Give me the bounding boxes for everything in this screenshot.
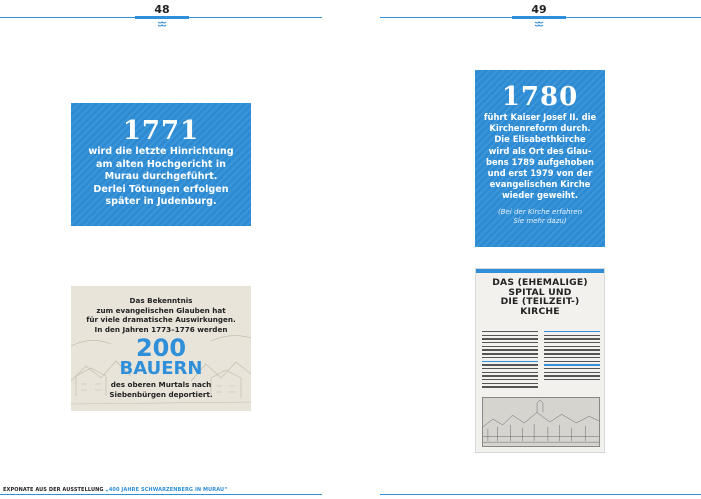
- title-line: KIRCHE: [520, 305, 560, 317]
- card-1771-text: [71, 146, 251, 209]
- text-line: wird als Ort des Glau-: [488, 145, 592, 156]
- poster-title: [476, 278, 604, 316]
- footer-caption: [3, 487, 228, 493]
- top-rule-accent-left: [135, 16, 189, 19]
- text-line: für viele dramatische Auswirkungen.: [86, 315, 236, 325]
- text-line: und erst 1979 von der: [487, 168, 593, 179]
- poster-spital-kirche: [475, 268, 605, 453]
- text-line: evangelischen Kirche: [489, 179, 591, 190]
- card-1780-note: [475, 208, 605, 226]
- footer-rule-right: [380, 494, 701, 495]
- card-1780: [475, 70, 605, 247]
- footer-rule-left: [0, 494, 322, 495]
- big-word-bauern: BAUERN: [119, 358, 203, 380]
- text-line: Die Elisabethkirche: [494, 134, 586, 145]
- year-1771: 1771: [122, 116, 200, 146]
- text-line: Kirchenreform durch.: [489, 123, 591, 134]
- text-line: Derlei Tötungen erfolgen: [93, 183, 229, 195]
- card-bauern: [71, 286, 251, 411]
- card-1780-text: [475, 112, 605, 202]
- title-line: DIE (TEILZEIT-): [500, 296, 580, 308]
- text-line: In den Jahren 1773–1776 werden: [94, 324, 228, 334]
- poster-text-column-left: [482, 331, 538, 390]
- text-line: des oberen Murtals nach: [110, 380, 212, 390]
- card-1771: [71, 103, 251, 226]
- poster-engraving-image: [482, 397, 600, 447]
- text-line: zum evangelischen Glauben hat: [96, 305, 226, 315]
- title-line: SPITAL UND: [508, 286, 572, 298]
- text-line: später in Judenburg.: [105, 196, 217, 208]
- text-line: führt Kaiser Josef II. die: [483, 112, 597, 122]
- text-line: Das Bekenntnis: [129, 296, 193, 305]
- page-number-left: 48: [154, 3, 170, 16]
- footer-prefix: EXPONATE AUS DER AUSSTELLUNG: [3, 487, 106, 493]
- wave-logo-icon: [534, 21, 544, 29]
- note-line: (Bei der Kirche erfahren: [497, 207, 583, 216]
- poster-top-bar: [476, 269, 604, 273]
- note-line: Sie mehr dazu): [513, 216, 567, 225]
- page-number-right: 49: [531, 3, 547, 16]
- footer-highlight: „400 JAHRE SCHWARZENBERG IN MURAU“: [105, 487, 228, 493]
- top-rule-accent-right: [512, 16, 566, 19]
- text-line: bens 1789 aufgehoben: [485, 156, 595, 167]
- text-line: am alten Hochgericht in: [96, 158, 226, 170]
- wave-logo-icon: [157, 21, 167, 29]
- big-number-200: 200: [135, 334, 187, 363]
- title-line: DAS (EHEMALIGE): [492, 277, 588, 288]
- text-line: Murau durchgeführt.: [104, 171, 218, 183]
- year-1780: 1780: [501, 82, 579, 112]
- text-line: wird die letzte Hinrichtung: [88, 146, 234, 157]
- poster-text-column-right: [544, 331, 600, 383]
- text-line: Siebenbürgen deportiert.: [109, 389, 213, 399]
- text-line: wieder geweiht.: [501, 190, 579, 201]
